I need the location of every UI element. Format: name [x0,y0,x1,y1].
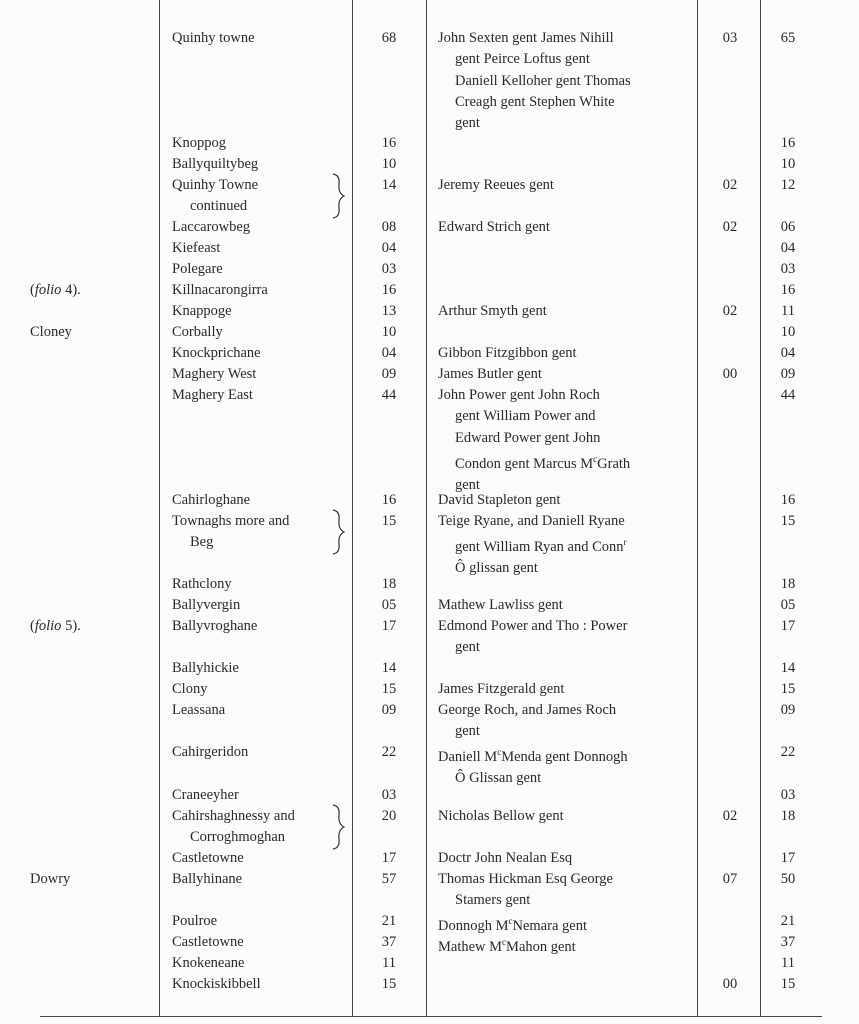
irish-count: 16 [780,135,796,151]
place-name: Knappoge [172,303,232,319]
acres-count: 44 [381,387,397,403]
place-name: Killnacarongirra [172,282,268,298]
place-name: Ballyquiltybeg [172,156,259,172]
column-rule-count [426,0,427,1016]
tituladoes-names [438,175,694,196]
tituladoes-names [438,806,694,827]
place-name: Knockprichane [172,345,261,361]
name-line: Ô glissan gent [455,560,538,577]
place-name: Kiefeast [172,240,221,256]
acres-count: 04 [381,240,397,256]
brace-mark [330,803,348,856]
name-line: gent Peirce Loftus gent [455,51,590,68]
place-name: Polegare [172,261,223,277]
acres-count: 21 [381,913,397,929]
place-name: Laccarowbeg [172,219,251,235]
name-line: James Butler gent [438,366,542,382]
column-rule-names [697,0,698,1016]
place-name: Townaghs more and [172,513,290,529]
english-count: 02 [722,177,738,193]
acres-count: 14 [381,177,397,193]
name-line: Thomas Hickman Esq George [438,871,613,887]
irish-count: 09 [780,702,796,718]
irish-count: 10 [780,156,796,172]
tituladoes-names [438,385,694,496]
column-rule-left [159,0,160,1016]
name-line: John Power gent John Roch [438,387,600,403]
irish-count: 37 [780,934,796,950]
acres-count: 03 [381,787,397,803]
name-line: Condon gent Marcus $M^cGrath$ [455,453,631,472]
name-line: Donnogh $M^cNemara$ gent [438,916,587,934]
tituladoes-names [438,511,694,580]
place-name: Knokeneane [172,955,245,971]
place-name: Castletowne [172,850,244,866]
acres-count: 10 [381,324,397,340]
place-name: Craneeyher [172,787,239,803]
tituladoes-names [438,364,694,385]
irish-count: 11 [781,955,795,971]
acres-count: 03 [381,261,397,277]
name-line: Teige Ryane, and Daniell Ryane [438,513,625,529]
tituladoes-names [438,217,694,238]
column-rule-place [352,0,353,1016]
margin-note: Cloney [30,324,72,340]
place-name: Castletowne [172,934,244,950]
name-line: Edward Strich gent [438,219,550,235]
place-name: Cahirloghane [172,492,251,508]
tituladoes-names [438,742,694,789]
acres-count: 15 [381,681,397,697]
irish-count: 15 [780,513,796,529]
irish-count: 65 [780,30,796,46]
name-line: George Roch, and James Roch [438,702,617,718]
name-line: Arthur Smyth gent [438,303,547,319]
irish-count: 15 [780,976,796,992]
acres-count: 09 [381,702,397,718]
name-line: Edmond Power and Tho : Power [438,618,628,634]
acres-count: 08 [381,219,397,235]
name-line: John Sexten gent James Nihill [438,30,614,46]
irish-count: 16 [780,282,796,298]
place-name: continued [190,198,248,214]
acres-count: 09 [381,366,397,382]
place-name: Ballyhinane [172,871,243,887]
name-line: Daniell Kelloher gent Thomas [455,72,631,89]
place-name: Ballyvroghane [172,618,258,634]
name-line: gent William Ryan and Conn$^r$ [455,537,627,556]
bottom-rule [40,1016,822,1017]
margin-note: Dowry [30,871,71,887]
acres-count: 16 [381,492,397,508]
irish-count: 06 [780,219,796,235]
irish-count: 18 [780,576,796,592]
name-line: Ô Glissan gent [455,770,542,787]
english-count: 02 [722,303,738,319]
name-line: Stamers gent [455,892,531,909]
name-line: gent William Power and [455,408,596,425]
acres-count: 17 [381,850,397,866]
tituladoes-names [438,848,694,869]
acres-count: 15 [381,976,397,992]
acres-count: 04 [381,345,397,361]
name-line: Gibbon Fitzgibbon gent [438,345,577,361]
acres-count: 22 [381,744,397,760]
place-name: Knoppog [172,135,226,151]
place-name: Maghery West [172,366,257,382]
english-count: 07 [722,871,738,887]
irish-count: 04 [780,240,796,256]
irish-count: 50 [780,871,796,887]
name-line: Mathew Lawliss gent [438,597,563,613]
tituladoes-names [438,343,694,364]
irish-count: 03 [780,261,796,277]
irish-count: 44 [780,387,796,403]
irish-count: 04 [780,345,796,361]
tituladoes-names [438,28,694,134]
place-name: Corbally [172,324,223,340]
name-line: Daniell $M^cMenda$ gent Donnogh [438,747,628,765]
acres-count: 14 [381,660,397,676]
acres-count: 37 [381,934,397,950]
irish-count: 10 [780,324,796,340]
tituladoes-names [438,869,694,912]
name-line: James Fitzgerald gent [438,681,565,697]
irish-count: 15 [780,681,796,697]
tituladoes-names [438,616,694,659]
irish-count: 22 [780,744,796,760]
acres-count: 11 [382,955,396,971]
acres-count: 16 [381,282,397,298]
irish-count: 18 [780,808,796,824]
place-name: Leassana [172,702,226,718]
place-name: Rathclony [172,576,232,592]
english-count: 02 [722,219,738,235]
name-line: gent [455,639,480,656]
name-line: Edward Power gent John [455,429,601,446]
irish-count: 05 [780,597,796,613]
english-count: 00 [722,976,738,992]
tituladoes-names [438,700,694,743]
irish-count: 12 [780,177,796,193]
brace-mark [330,172,348,225]
english-count: 03 [722,30,738,46]
acres-count: 17 [381,618,397,634]
name-line: gent [455,723,480,740]
irish-count: 21 [780,913,796,929]
place-name: Poulroe [172,913,218,929]
column-rule-num2 [760,0,761,1016]
irish-count: 17 [780,850,796,866]
place-name: Ballyhickie [172,660,239,676]
acres-count: 57 [381,871,397,887]
place-name: Ballyvergin [172,597,241,613]
name-line: gent [455,477,480,494]
brace-mark [330,508,348,561]
irish-count: 16 [780,492,796,508]
name-line: Doctr John Nealan Esq [438,850,573,866]
irish-count: 03 [780,787,796,803]
place-name: Beg [190,534,214,550]
name-line: David Stapleton gent [438,492,561,508]
acres-count: 15 [381,513,397,529]
tituladoes-names [438,301,694,322]
acres-count: 16 [381,135,397,151]
name-line: Nicholas Bellow gent [438,808,564,824]
place-name: Quinhy towne [172,30,255,46]
acres-count: 20 [381,808,397,824]
tituladoes-names [438,932,694,958]
place-name: Corroghmoghan [190,829,286,845]
place-name: Cahirshaghnessy and [172,808,295,824]
acres-count: 05 [381,597,397,613]
irish-count: 17 [780,618,796,634]
place-name: Maghery East [172,387,253,403]
place-name: Knockiskibbell [172,976,261,992]
acres-count: 68 [381,30,397,46]
acres-count: 18 [381,576,397,592]
name-line: Creagh gent Stephen White [455,93,615,110]
margin-note: (folio 5). [30,618,81,634]
tituladoes-names [438,679,694,700]
place-name: Cahirgeridon [172,744,249,760]
tituladoes-names [438,595,694,616]
name-line: gent [455,115,480,132]
margin-note: (folio 4). [30,282,81,298]
english-count: 00 [722,366,738,382]
name-line: Mathew $M^cMahon$ gent [438,937,576,955]
irish-count: 14 [780,660,796,676]
acres-count: 13 [381,303,397,319]
english-count: 02 [722,808,738,824]
tituladoes-names [438,490,694,511]
acres-count: 10 [381,156,397,172]
irish-count: 09 [780,366,796,382]
place-name: Quinhy Towne [172,177,259,193]
irish-count: 11 [781,303,795,319]
name-line: Jeremy Reeues gent [438,177,554,193]
place-name: Clony [172,681,208,697]
